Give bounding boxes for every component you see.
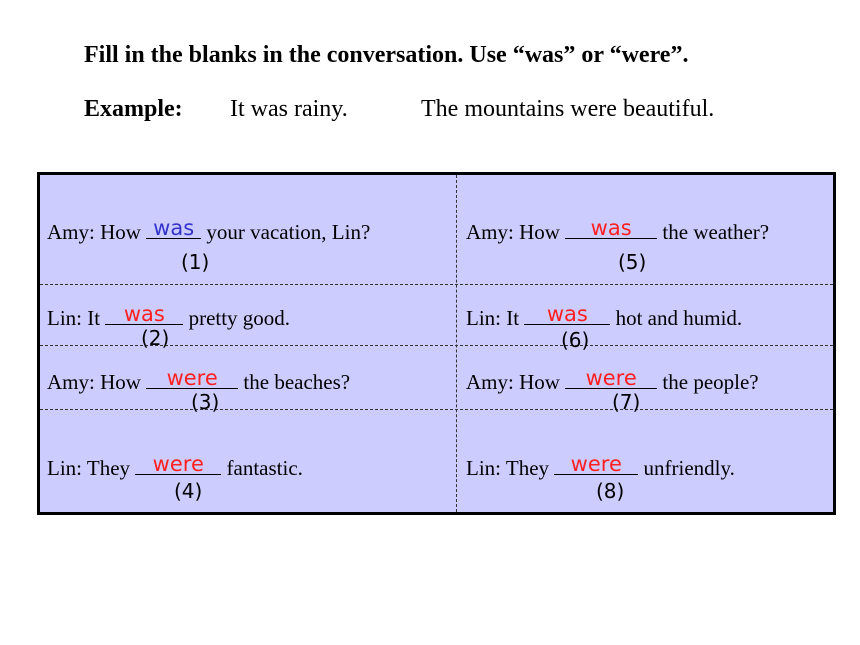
answer-4: were xyxy=(152,452,204,476)
answer-blank-3[interactable] xyxy=(146,368,238,389)
conversation-line-1: Amy: How was your vacation, Lin? xyxy=(47,216,371,244)
blank-number-5: (5) xyxy=(618,250,647,274)
answer-blank-5[interactable] xyxy=(565,218,657,239)
conversation-line-8: Lin: They were unfriendly. xyxy=(466,452,735,480)
example-label: Example: xyxy=(84,96,183,122)
row-divider xyxy=(40,409,833,410)
column-divider xyxy=(456,175,457,512)
blank-number-8: (8) xyxy=(596,479,625,503)
blank-number-6: (6) xyxy=(561,328,590,352)
answer-7: were xyxy=(585,366,637,390)
answer-1: was xyxy=(153,216,195,240)
blank-number-2: (2) xyxy=(141,326,170,350)
answer-blank-8[interactable] xyxy=(554,454,638,475)
answer-2: was xyxy=(123,302,165,326)
conversation-line-5: Amy: How was the weather? xyxy=(466,216,770,244)
answer-8: were xyxy=(570,452,622,476)
answer-blank-7[interactable] xyxy=(565,368,657,389)
answer-6: was xyxy=(546,302,588,326)
blank-number-7: (7) xyxy=(612,390,641,414)
blank-number-1: (1) xyxy=(181,250,210,274)
instructions-title: Fill in the blanks in the conversation. Use “was” or “were”. xyxy=(84,42,689,68)
answer-5: was xyxy=(590,216,632,240)
answer-blank-1[interactable] xyxy=(146,218,201,239)
blank-number-3: (3) xyxy=(191,390,220,414)
answer-blank-4[interactable] xyxy=(135,454,221,475)
answer-blank-6[interactable] xyxy=(524,304,610,325)
example-line xyxy=(84,96,715,123)
conversation-line-3: Amy: How were the beaches? xyxy=(47,366,351,394)
conversation-line-2: Lin: It was pretty good. xyxy=(47,302,291,330)
conversation-line-7: Amy: How were the people? xyxy=(466,366,759,394)
answer-3: were xyxy=(166,366,218,390)
row-divider xyxy=(40,284,833,285)
conversation-table xyxy=(37,172,836,515)
conversation-line-4: Lin: They were fantastic. xyxy=(47,452,303,480)
example-sentence-1: It was rainy. xyxy=(230,96,348,122)
conversation-line-6: Lin: It was hot and humid. xyxy=(466,302,743,330)
example-sentence-2: The mountains were beautiful. xyxy=(421,96,715,122)
answer-blank-2[interactable] xyxy=(105,304,183,325)
blank-number-4: (4) xyxy=(174,479,203,503)
